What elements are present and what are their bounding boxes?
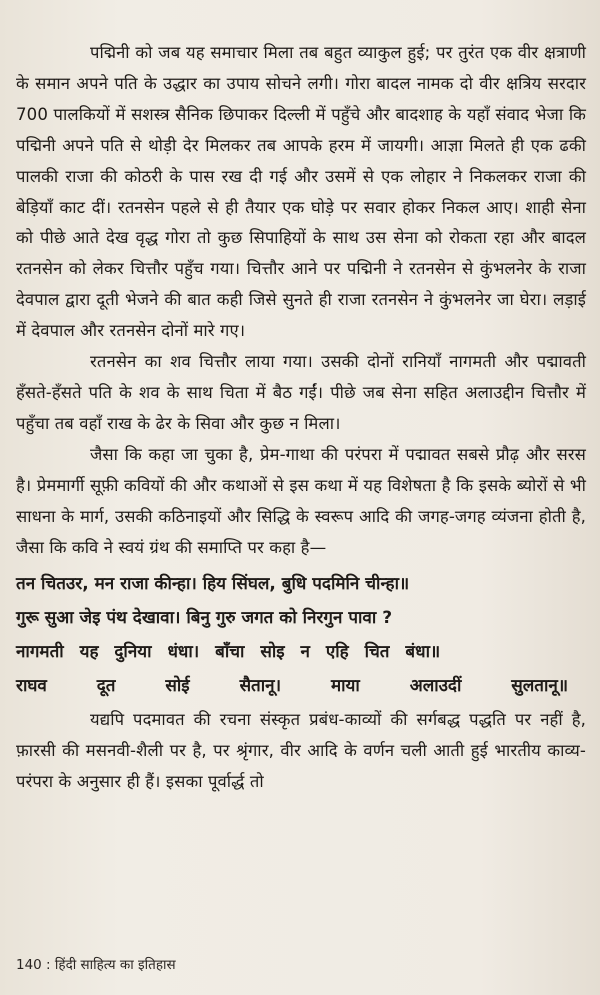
page-footer: 140 : हिंदी साहित्य का इतिहास [16,957,176,973]
verse-line-4: राघव दूत सोई सैतानू। माया अलाउदीं सुलतानू॥ [16,676,569,697]
verse-line-2: गुरू सुआ जेइ पंथ देखावा। बिनु गुरु जगत को निरगुन पावा ? [16,608,393,629]
paragraph-padmini-rescue: पद्मिनी को जब यह समाचार मिला तब बहुत व्याकुल हुई; पर तुरंत एक वीर क्षत्राणी के समान अपने पति के उद्धार का उपाय सोचने लगी। गोरा बादल नामक दो वीर क्षत्रिय सरदार 700 पालकियों में सशस्त्र सैनिक छिपाकर दिल्ली में पहुँचे और बादशाह के यहाँ संवाद भेजा कि पद्मिनी अपने पति से थोड़ी देर मिलकर तब आपके हरम में जायगी। आज्ञा मिलते ही एक ढकी पालकी राजा की कोठरी के पास रख दी गई और उसमें से एक लोहार ने निकलकर राजा की बेड़ियाँ काट दीं। रतनसेन पहले से ही तैयार एक घोड़े पर सवार होकर निकल आए। शाही सेना को पीछे आते देख वृद्ध गोरा तो कुछ सिपाहियों के साथ उस सेना को रोकता रहा और बादल रतनसेन को लेकर चित्तौर पहुँच गया। चित्तौर आने पर पद्मिनी ने रतनसेन से कुंभलनेर के राजा देवपाल द्वारा दूती भेजने की बात कही जिसे सुनते ही राजा रतनसेन ने कुंभलनेर जा घेरा। लड़ाई में देवपाल और रतनसेन दोनों मारे गए। [16,43,586,341]
body-text [16,38,586,798]
verse-quote [16,567,586,703]
paragraph-closing: यद्यपि पदमावत की रचना संस्कृत प्रबंध-काव्यों की सर्गबद्ध पद्धति पर नहीं है, फ़ारसी की मसनवी-शैली पर है, पर श्रृंगार, वीर आदि के वर्णन चली आती हुई भारतीय काव्य-परंपरा के अनुसार ही हैं। इसका पूर्वार्द्ध तो [16,710,586,792]
verse-line-3: नागमती यह दुनिया धंधा। बाँचा सोइ न एहि चित बंधा॥ [16,642,441,663]
paragraph-padmavat-tradition: जैसा कि कहा जा चुका है, प्रेम-गाथा की परंपरा में पद्मावत सबसे प्रौढ़ और सरस है। प्रेममार्गी सूफ़ी कवियों की और कथाओं से इस कथा में यह विशेषता है कि इसके ब्योरों से भी साधना के मार्ग, उसकी कठिनाइयों और सिद्धि के स्वरूप आदि की जगह-जगह व्यंजना होती है, जैसा कि कवि ने स्वयं ग्रंथ की समाप्ति पर कहा है— [16,444,586,557]
verse-line-1: तन चितउर, मन राजा कीन्हा। हिय सिंघल, बुधि पदमिनि चीन्हा॥ [16,574,410,595]
paragraph-ratansen-death: रतनसेन का शव चित्तौर लाया गया। उसकी दोनों रानियाँ नागमती और पद्मावती हँसते-हँसते पति के शव के साथ चिता में बैठ गईं। पीछे जब सेना सहित अलाउद्दीन चित्तौर में पहुँचा तब वहाँ राख के ढेर के सिवा और कुछ न मिला। [16,352,586,433]
